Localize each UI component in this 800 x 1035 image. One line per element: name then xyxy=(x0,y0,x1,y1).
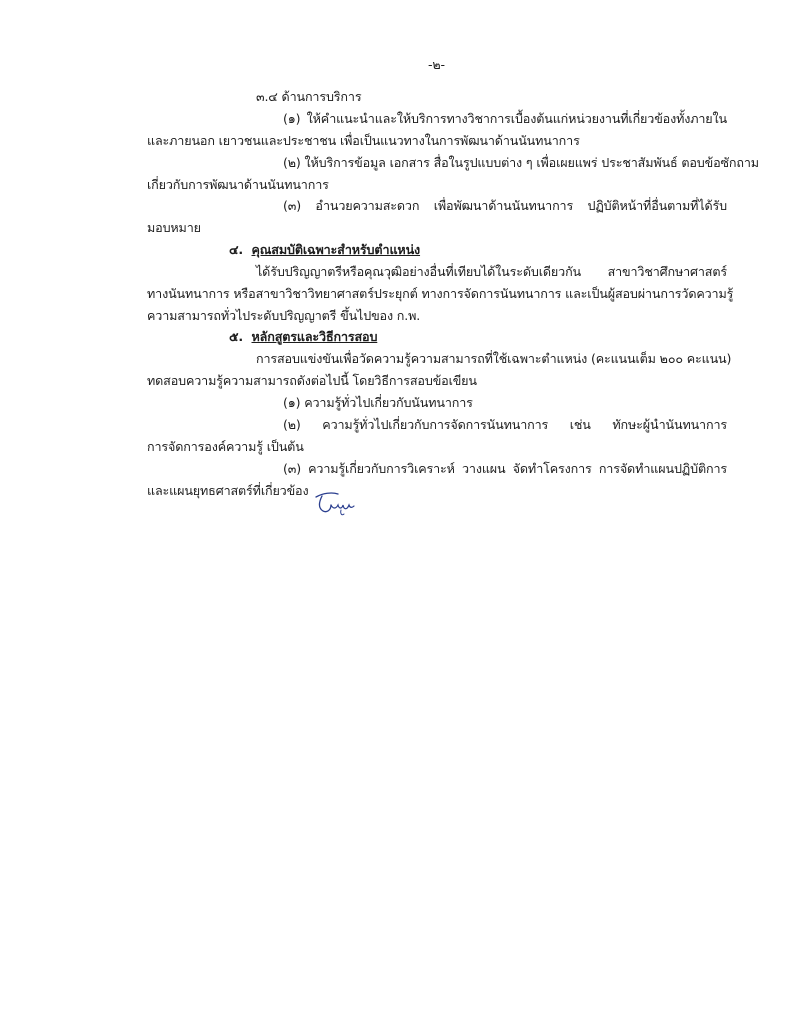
section-3-4-item-1-line-2: และภายนอก เยาวชนและประชาชน เพื่อเป็นแนวทางในการพัฒนาด้านนันทนาการ xyxy=(147,133,580,148)
section-4-line-2: ทางนันทนาการ หรือสาขาวิชาวิทยาศาสตร์ประยุกต์ ทางการจัดการนันทนาการ และเป็นผู้สอบผ่านการวัดความรู้ xyxy=(147,286,734,301)
page-number: -๒- xyxy=(428,57,445,72)
section-5-intro-line-2: ทดสอบความรู้ความสามารถดังต่อไปนี้ โดยวิธีการสอบข้อเขียน xyxy=(147,373,477,388)
section-3-4-item-3-line-1: (๓) อำนวยความสะดวก เพื่อพัฒนาด้านนันทนาการ ปฏิบัติหน้าที่อื่นตามที่ได้รับ xyxy=(283,198,727,213)
section-4-title: คุณสมบัติเฉพาะสำหรับตำแหน่ง xyxy=(251,242,421,257)
section-5-title: หลักสูตรและวิธีการสอบ xyxy=(251,329,378,344)
section-4-line-1: ได้รับปริญญาตรีหรือคุณวุฒิอย่างอื่นที่เทียบได้ในระดับเดียวกัน สาขาวิชาศึกษาศาสตร์ xyxy=(256,264,727,279)
section-3-4-item-3-line-2: มอบหมาย xyxy=(147,220,201,235)
signature-image xyxy=(314,488,358,518)
section-5-heading xyxy=(229,328,377,346)
section-5-item-3-line-2: และแผนยุทธศาสตร์ที่เกี่ยวข้อง xyxy=(147,483,309,498)
section-5-item-3-line-1: (๓) ความรู้เกี่ยวกับการวิเคราะห์ วางแผน จัดทำโครงการ การจัดทำแผนปฏิบัติการ xyxy=(283,461,727,476)
section-4-heading xyxy=(229,241,420,259)
section-5-item-1: (๑) ความรู้ทั่วไปเกี่ยวกับนันทนาการ xyxy=(283,395,473,410)
section-3-4-item-2-line-2: เกี่ยวกับการพัฒนาด้านนันทนาการ xyxy=(147,177,329,192)
section-5-item-2-line-2: การจัดการองค์ความรู้ เป็นต้น xyxy=(147,439,304,454)
section-3-4-item-1-line-1: (๑) ให้คำแนะนำและให้บริการทางวิชาการเบื้องต้นแก่หน่วยงานที่เกี่ยวข้องทั้งภายใน xyxy=(283,111,727,126)
section-5-item-2-line-1: (๒) ความรู้ทั่วไปเกี่ยวกับการจัดการนันทนาการ เช่น ทักษะผู้นำนันทนาการ xyxy=(283,417,727,432)
section-3-4-title: ๓.๔ ด้านการบริการ xyxy=(256,89,362,104)
section-4-line-3: ความสามารถทั่วไประดับปริญญาตรี ขึ้นไปของ ก.พ. xyxy=(147,308,421,323)
section-5-number: ๕. xyxy=(229,329,244,344)
section-3-4-item-2-line-1: (๒) ให้บริการข้อมูล เอกสาร สื่อในรูปแบบต่าง ๆ เพื่อเผยแพร่ ประชาสัมพันธ์ ตอบข้อซักถาม xyxy=(283,155,759,170)
section-4-number: ๔. xyxy=(229,242,244,257)
section-5-intro-line-1: การสอบแข่งขันเพื่อวัดความรู้ความสามารถที่ใช้เฉพาะตำแหน่ง (คะแนนเต็ม ๒๐๐ คะแนน) xyxy=(256,351,732,366)
